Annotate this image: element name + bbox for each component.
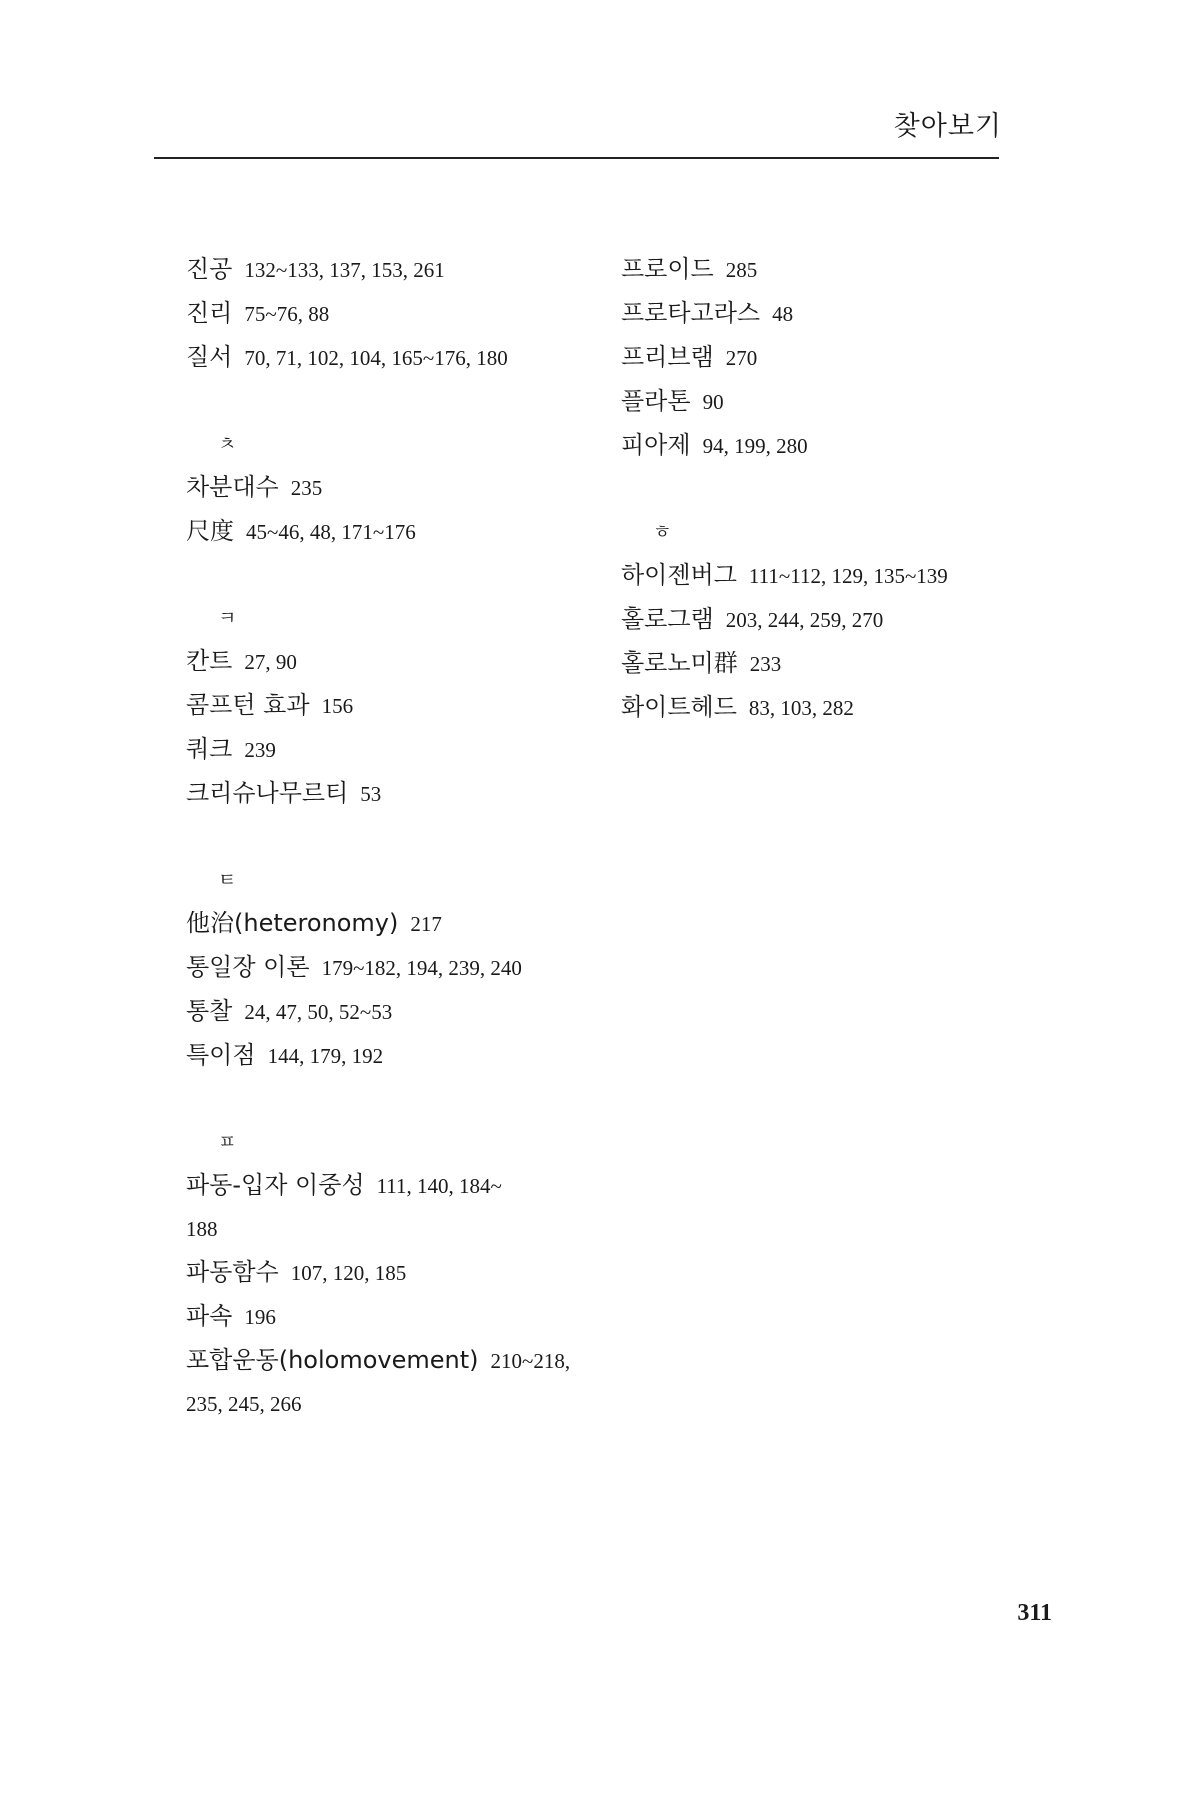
index-term: 홀로노미群 xyxy=(621,649,738,677)
index-term: 피아제 xyxy=(621,431,691,459)
section-heading-pieup: ㅍ xyxy=(218,1131,237,1153)
index-entry xyxy=(186,772,606,816)
index-term: 쿼크 xyxy=(186,735,233,763)
index-term: 화이트헤드 xyxy=(621,693,737,721)
index-pages: 24, 47, 50, 52~53 xyxy=(244,1000,393,1024)
index-pages: 188 xyxy=(186,1217,218,1241)
index-entry xyxy=(621,380,1041,424)
index-term: 특이점 xyxy=(186,1041,256,1069)
index-term: 홀로그램 xyxy=(621,605,714,633)
index-term: 프리브램 xyxy=(621,343,714,371)
index-entry xyxy=(186,510,606,554)
index-pages: 75~76, 88 xyxy=(244,302,330,326)
index-entry xyxy=(186,466,606,510)
index-term: 他治(heteronomy) xyxy=(186,909,399,937)
index-entry xyxy=(621,598,1041,642)
index-term: 크리슈나무르티 xyxy=(186,779,349,807)
index-entry-continuation xyxy=(186,1383,606,1426)
index-term: 하이젠버그 xyxy=(621,561,737,589)
index-entry-continuation xyxy=(186,1208,606,1251)
index-term: 파속 xyxy=(186,1302,233,1330)
index-pages: 132~133, 137, 153, 261 xyxy=(244,258,445,282)
index-term: 통일장 이론 xyxy=(186,953,310,981)
index-pages: 239 xyxy=(244,738,276,762)
index-term: 차분대수 xyxy=(186,473,279,501)
index-term: 칸트 xyxy=(186,647,233,675)
section-heading-tieut: ㅌ xyxy=(218,869,237,891)
index-pages: 107, 120, 185 xyxy=(290,1261,407,1285)
index-entry xyxy=(621,554,1041,598)
index-pages: 217 xyxy=(410,912,442,936)
index-pages: 235 xyxy=(290,476,323,500)
index-term: 콤프턴 효과 xyxy=(186,691,310,719)
index-entry xyxy=(621,336,1041,380)
index-pages: 270 xyxy=(725,346,758,370)
header-rule xyxy=(154,157,999,159)
index-entry xyxy=(186,728,606,772)
index-pages: 285 xyxy=(725,258,758,282)
index-entry xyxy=(621,248,1041,292)
index-pages: 235, 245, 266 xyxy=(186,1392,302,1416)
index-entry xyxy=(186,684,606,728)
index-entry xyxy=(186,1164,606,1208)
section-heading-chieut: ㅊ xyxy=(218,433,237,455)
index-entry xyxy=(621,424,1041,468)
index-pages: 83, 103, 282 xyxy=(748,696,854,720)
index-term: 파동-입자 이중성 xyxy=(186,1171,365,1199)
index-entry xyxy=(186,640,606,684)
index-entry xyxy=(186,946,606,990)
index-pages: 233 xyxy=(749,652,782,676)
section-heading-hieut: ㅎ xyxy=(653,521,672,543)
page-header-title: 찾아보기 xyxy=(893,111,1002,142)
index-entry xyxy=(186,990,606,1034)
index-pages: 156 xyxy=(321,694,354,718)
index-pages: 53 xyxy=(360,782,382,806)
index-entry xyxy=(186,1339,606,1383)
index-column-right xyxy=(621,248,1041,730)
index-entry xyxy=(621,642,1041,686)
index-pages: 70, 71, 102, 104, 165~176, 180 xyxy=(244,346,508,370)
index-term: 포합운동(holomovement) xyxy=(186,1346,479,1374)
index-pages: 48 xyxy=(772,302,794,326)
index-entry xyxy=(186,1251,606,1295)
index-entry xyxy=(186,292,606,336)
index-pages: 45~46, 48, 171~176 xyxy=(246,520,416,544)
index-pages: 203, 244, 259, 270 xyxy=(725,608,884,632)
index-term: 플라톤 xyxy=(621,387,691,415)
index-term: 통찰 xyxy=(186,997,233,1025)
index-pages: 94, 199, 280 xyxy=(702,434,808,458)
index-pages: 111~112, 129, 135~139 xyxy=(748,564,948,588)
index-entry xyxy=(186,336,606,380)
index-term: 진공 xyxy=(186,255,233,283)
index-term: 프로이드 xyxy=(621,255,714,283)
index-pages: 111, 140, 184~ xyxy=(376,1174,502,1198)
index-entry xyxy=(621,686,1041,730)
index-term: 尺度 xyxy=(186,517,234,545)
index-term: 파동함수 xyxy=(186,1258,279,1286)
index-term: 질서 xyxy=(186,343,233,371)
index-entry xyxy=(186,902,606,946)
index-column-left xyxy=(186,248,606,1426)
index-term: 진리 xyxy=(186,299,233,327)
index-pages: 196 xyxy=(244,1305,276,1329)
index-entry xyxy=(186,1295,606,1339)
page-number: 311 xyxy=(1017,1600,1052,1626)
index-entry xyxy=(621,292,1041,336)
index-pages: 144, 179, 192 xyxy=(267,1044,384,1068)
index-pages: 210~218, xyxy=(490,1349,571,1373)
section-heading-kieuk: ㅋ xyxy=(218,607,237,629)
index-entry xyxy=(186,248,606,292)
index-entry xyxy=(186,1034,606,1078)
index-pages: 90 xyxy=(702,390,724,414)
index-term: 프로타고라스 xyxy=(621,299,761,327)
index-pages: 179~182, 194, 239, 240 xyxy=(321,956,522,980)
index-pages: 27, 90 xyxy=(244,650,297,674)
